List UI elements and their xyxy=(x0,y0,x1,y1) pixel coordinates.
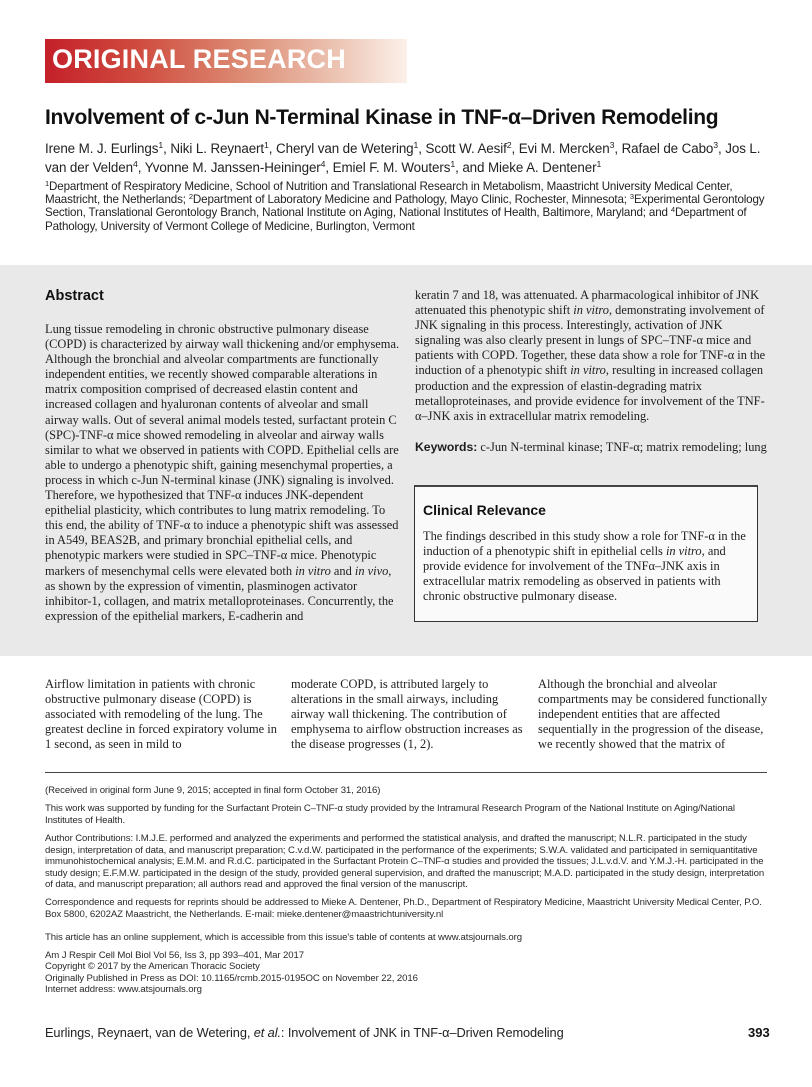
citation-block xyxy=(45,950,770,996)
author-name: Yvonne M. Janssen-Heininger xyxy=(144,160,321,175)
author-name: Jos L. van der Velden xyxy=(45,141,761,175)
affiliation-marker: 1 xyxy=(158,140,164,151)
affiliation-text: Department of Pathology, University of Vermont College of Medicine, Burlington, Vermont xyxy=(45,206,747,233)
abstract-text-col2 xyxy=(415,288,770,424)
body-text-col2: moderate COPD, is attributed largely to alterations in the small airways, including airway wall thickening. The contribution of emphysema to airflow obstruction increases as the disease progresses (1, 2). xyxy=(291,677,523,752)
affiliation-marker: 1 xyxy=(264,140,269,151)
section-label: ORIGINAL RESEARCH xyxy=(52,44,346,74)
keywords xyxy=(415,440,770,456)
footnote-received: (Received in original form June 9, 2015; accepted in final form October 31, 2016) xyxy=(45,785,381,796)
text-segment: , and provide evidence for involvement of the TNFα–JNK axis in extracellular matrix remodeling as observed in patients with chronic obstructive pulmonary disease. xyxy=(423,544,726,604)
italic-text: in vitro xyxy=(573,303,609,318)
affiliations xyxy=(45,180,775,233)
author-name: Scott W. Aesif xyxy=(425,141,507,156)
citation-copyright: Copyright © 2017 by the American Thoracic Society xyxy=(45,961,260,973)
author-name: Cheryl van de Wetering xyxy=(276,141,414,156)
italic-text: in vitro xyxy=(570,363,606,378)
affiliation-number: 2 xyxy=(188,192,193,202)
affiliation-marker: 2 xyxy=(506,140,512,151)
affiliation-marker: 1 xyxy=(596,159,602,170)
abstract-text-col1 xyxy=(45,322,400,624)
running-title: : Involvement of JNK in TNF-α–Driven Remodeling xyxy=(280,1025,564,1040)
affiliation-number: 4 xyxy=(670,205,675,215)
affiliation-marker: 3 xyxy=(713,140,719,151)
affiliation-number: 1 xyxy=(45,178,50,188)
citation-doi: Originally Published in Press as DOI: 10.1165/rcmb.2015-0195OC on November 22, 2016 xyxy=(45,972,418,984)
body-text-col1: Airflow limitation in patients with chronic obstructive pulmonary disease (COPD) is associated with remodeling of the lung. The greatest decline in forced expiratory volume in 1 second, as seen in mild to xyxy=(45,677,277,752)
citation-journal: Am J Respir Cell Mol Biol Vol 56, Iss 3, pp 393–401, Mar 2017 xyxy=(45,950,304,961)
author-name: Mieke A. Dentener xyxy=(487,160,597,175)
keywords-label: Keywords: xyxy=(415,440,478,454)
italic-text: in vitro xyxy=(295,563,331,578)
text-segment: Lung tissue remodeling in chronic obstructive pulmonary disease (COPD) is characterized by airway wall thickening and/or emphysema. Although the bronchial and alveolar compartments are functionally independent entities, we recently showed comparable alterations in matrix composition comprised of decreased elastin content and increased collagen and hyaluronan contents of alveolar and small airway walls. Out of several animal models tested, surfactant protein C (SPC)-TNF-α mice showed remodeling in alveolar and airway walls similar to what we observed in patients with COPD. Epithelial cells are able to undergo a phenotypic shift, gaining mesenchymal properties, a process in which c-Jun N-terminal kinase (JNK) signaling is involved. Therefore, we hypothesized that TNF-α induces JNK-dependent epithelial plasticity, which contributes to lung matrix remodeling. To this end, the ability of TNF-α to induce a phenotypic shift was assessed in A549, BEAS2B, and primary bronchial epithelial cells, and phenotypic markers were studied in SPC–TNF-α mice. Phenotypic markers of mesenchymal cells were elevated both xyxy=(45,322,400,578)
text-segment: The findings described in this study show a role for TNF-α in the induction of a phenotypic shift in epithelial cells xyxy=(423,529,746,559)
body-text-col3: Although the bronchial and alveolar compartments may be considered functionally independent entities that are affected sequentially in the progression of the disease, we recently showed that the matrix of xyxy=(538,677,768,752)
affiliation-marker: 4 xyxy=(132,159,138,170)
footnote-correspondence: Correspondence and requests for reprints should be addressed to Mieke A. Dentener, Ph.D., Department of Respiratory Medicine, Maastricht University Medical Center, P.O. Box 5800, 6202AZ Maastricht, the Netherlands. E-mail: mieke.dentener@maastrichtuniversity.nl xyxy=(45,897,762,920)
italic-text: in vitro xyxy=(665,544,702,559)
text-segment: and xyxy=(330,563,355,578)
affiliation-number: 3 xyxy=(629,192,634,202)
keywords-text: c-Jun N-terminal kinase; TNF-α; matrix remodeling; lung xyxy=(477,440,767,454)
affiliation-marker: 1 xyxy=(450,159,456,170)
author-name: Emiel F. M. Wouters xyxy=(332,160,451,175)
affiliation-marker: 4 xyxy=(320,159,326,170)
running-footer xyxy=(45,1025,564,1040)
page-number: 393 xyxy=(748,1025,770,1040)
affiliation-text: Department of Laboratory Medicine and Pathology, Mayo Clinic, Rochester, Minnesota; xyxy=(192,193,630,207)
running-etal: et al. xyxy=(253,1025,281,1040)
article-title: Involvement of c-Jun N-Terminal Kinase in TNF-α–Driven Remodeling xyxy=(45,106,719,129)
author-name: Rafael de Cabo xyxy=(621,141,714,156)
affiliation-marker: 1 xyxy=(413,140,419,151)
author-list: Irene M. J. Eurlings$^1$, Niki L. Reynaert$^1$, Cheryl van de Wetering$^1$, Scott W. Aesif$^2$, Evi M. Mercken$^3$, Rafael de Cabo$^3$, Jos L. van der Velden$^4$, Yvonne M. Janssen-Heininger$^4$, Emiel F. M. Wouters$^1$, and Mieke A. Dentener$^1$ xyxy=(45,140,761,175)
clinical-relevance-text xyxy=(423,529,755,604)
text-segment: , as shown by the expression of vimentin, plasminogen activator inhibitor-1, collagen, and matrix metalloproteinases. Concurrently, the expression of the epithelial markers, E-cadherin and xyxy=(45,563,394,623)
affiliation-text: Department of Respiratory Medicine, School of Nutrition and Translational Research in Metabolism, Maastricht University Medical Center, Maastricht, the Netherlands; xyxy=(45,180,733,207)
text-segment: keratin 7 and 18, was attenuated. A pharmacological inhibitor of JNK attenuated this phenotypic shift xyxy=(415,288,760,318)
affiliation-text: Experimental Gerontology Section, Translational Gerontology Branch, National Institute on Aging, National Institutes of Health, Baltimore, Maryland; and xyxy=(45,193,765,220)
running-authors: Eurlings, Reynaert, van de Wetering, xyxy=(45,1025,254,1040)
footnote-divider xyxy=(45,772,767,773)
italic-text: in vivo xyxy=(354,563,389,578)
author-name: Evi M. Mercken xyxy=(518,141,610,156)
clinical-relevance-heading: Clinical Relevance xyxy=(423,502,546,518)
abstract-heading: Abstract xyxy=(45,288,104,304)
author-name: Niki L. Reynaert xyxy=(170,141,265,156)
text-segment: , resulting in increased collagen production and the expression of elastin-degrading matrix metalloproteinases, and provide evidence for involvement of the TNF-α–JNK axis in extracellular matrix remodeling. xyxy=(415,363,765,423)
author-name: Irene M. J. Eurlings xyxy=(45,141,159,156)
footnote-funding: This work was supported by funding for the Surfactant Protein C–TNF-α study provided by the Intramural Research Program of the National Institute on Aging/National Institutes of Health. xyxy=(45,803,735,826)
affiliation-marker: 3 xyxy=(609,140,615,151)
footnote-supplement: This article has an online supplement, which is accessible from this issue's table of contents at www.atsjournals.org xyxy=(45,932,522,943)
text-segment: , demonstrating involvement of JNK signaling in this process. Interestingly, activation of JNK signaling was also clearly present in lungs of SPC–TNF-α mice and patients with COPD. Together, these data show a role for TNF-α in the induction of a phenotypic shift xyxy=(415,303,766,378)
footnote-author-contributions: Author Contributions: I.M.J.E. performed and analyzed the experiments and performed the statistical analysis, and drafted the manuscript; N.L.R. participated in the study design, interpretation of data, and manuscript preparation; C.v.d.W. participated in the performance of the experiments; S.W.A. validated and participated in semiquantitative immunohistochemical analysis; E.M.M. and R.d.C. participated in the Surfactant Protein C–TNF-α studies and provided the tissues; J.L.v.d.V. and Y.M.J.-H. participated in the study design; E.F.M.W. participated in the design of the study, provided general supervision, and drafted the manuscript; M.A.D. participated in the study design, interpretation of data, and manuscript preparation; all authors read and approved the final version of the manuscript. xyxy=(45,833,765,891)
citation-internet-address: Internet address: www.atsjournals.org xyxy=(45,984,202,996)
